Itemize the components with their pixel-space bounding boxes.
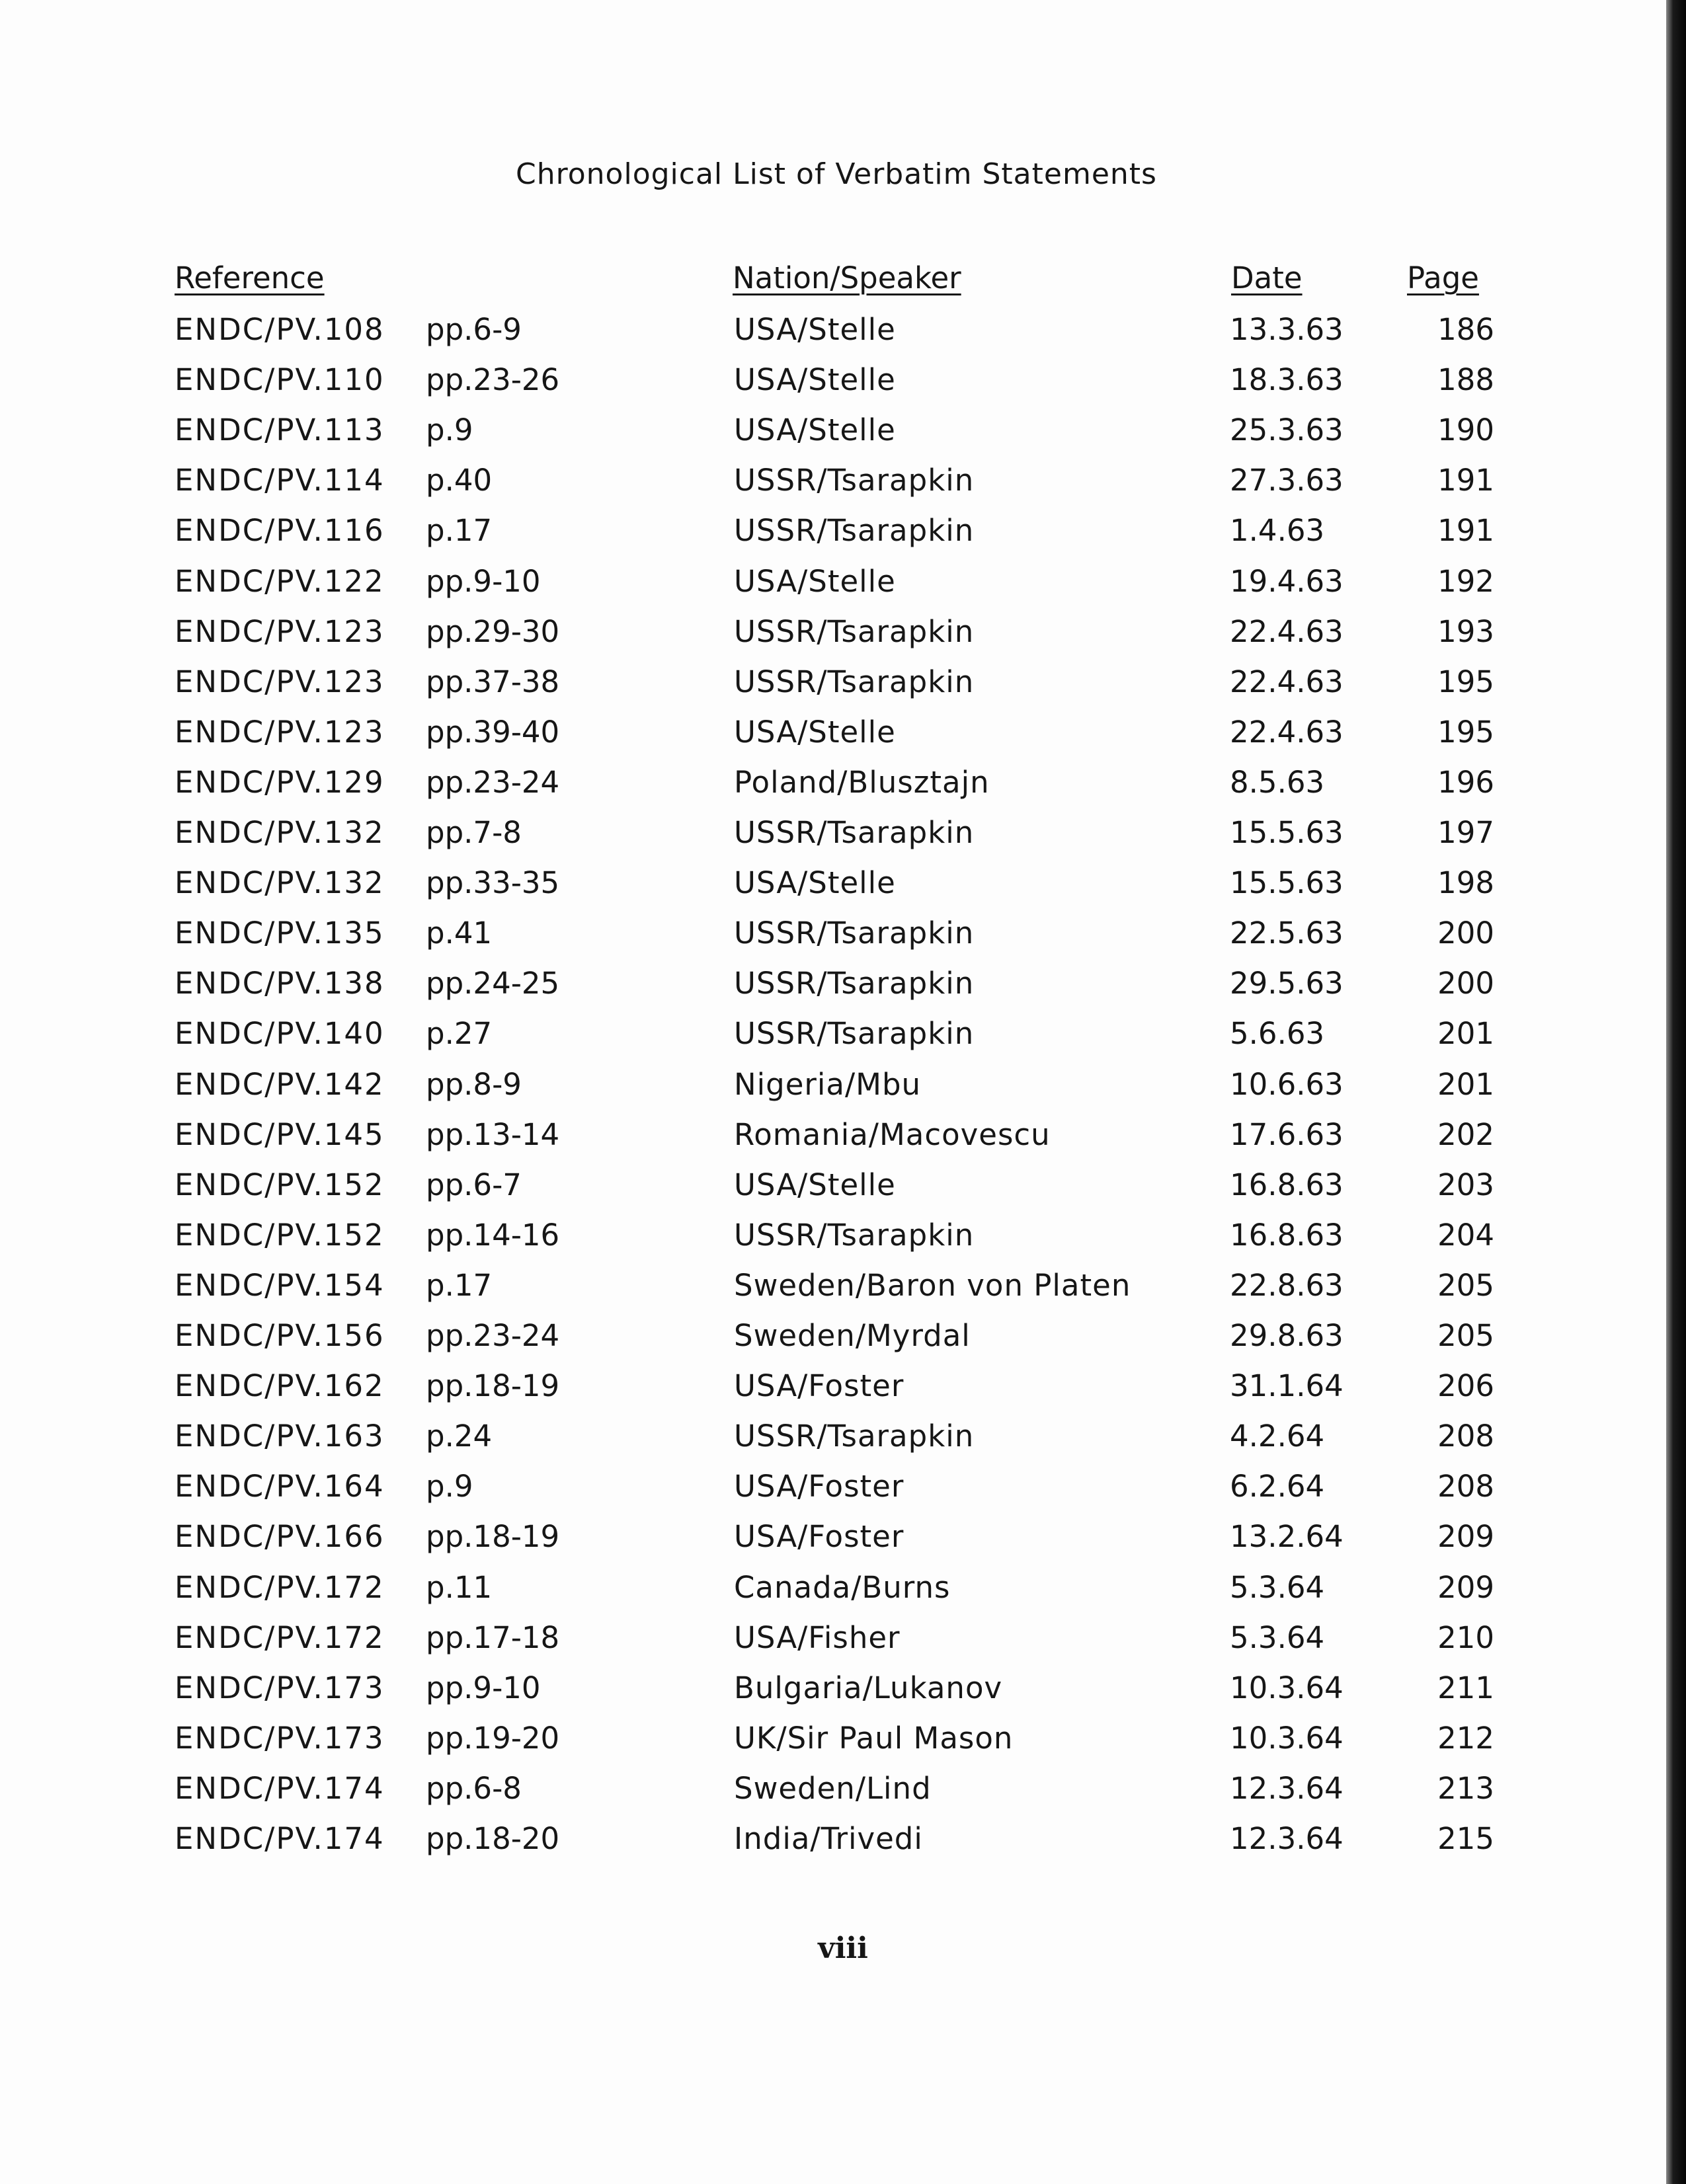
date-cell: 18.3.63 (1230, 362, 1344, 398)
date-cell: 15.5.63 (1230, 865, 1344, 901)
header-nation-speaker: Nation/Speaker (733, 260, 961, 295)
page-cell: 203 (1437, 1167, 1494, 1202)
pages-cell: pp.9-10 (426, 563, 541, 599)
pages-cell: pp.29-30 (426, 613, 560, 649)
date-cell: 13.2.64 (1230, 1519, 1344, 1555)
table-row (0, 1670, 1653, 1721)
nation-speaker-cell: UK/Sir Paul Mason (734, 1720, 1014, 1756)
pages-cell: p.9 (426, 412, 473, 448)
page-cell: 209 (1437, 1569, 1494, 1605)
page-cell: 205 (1437, 1318, 1494, 1353)
page-cell: 211 (1437, 1670, 1494, 1705)
nation-speaker-cell: USSR/Tsarapkin (734, 815, 975, 850)
reference-cell: ENDC/PV.166 (175, 1519, 385, 1555)
nation-speaker-cell: USA/Foster (734, 1368, 904, 1404)
reference-cell: ENDC/PV.163 (175, 1419, 385, 1454)
nation-speaker-cell: USA/Stelle (734, 312, 896, 347)
reference-cell: ENDC/PV.173 (175, 1720, 385, 1756)
pages-cell: pp.23-24 (426, 764, 560, 800)
reference-cell: ENDC/PV.164 (175, 1469, 385, 1504)
reference-cell: ENDC/PV.113 (175, 412, 385, 448)
pages-cell: p.24 (426, 1419, 493, 1454)
date-cell: 25.3.63 (1230, 412, 1344, 448)
page-cell: 198 (1437, 865, 1494, 901)
reference-cell: ENDC/PV.152 (175, 1217, 385, 1253)
reference-cell: ENDC/PV.132 (175, 865, 385, 901)
nation-speaker-cell: USSR/Tsarapkin (734, 1217, 975, 1253)
reference-cell: ENDC/PV.108 (175, 312, 385, 347)
pages-cell: p.41 (426, 916, 493, 951)
page-cell: 195 (1437, 714, 1494, 750)
table-row (0, 1218, 1653, 1268)
pages-cell: pp.6-9 (426, 312, 522, 347)
date-cell: 19.4.63 (1230, 563, 1344, 599)
table-row (0, 916, 1653, 966)
header-date: Date (1231, 260, 1303, 295)
page-cell: 196 (1437, 764, 1494, 800)
nation-speaker-cell: USSR/Tsarapkin (734, 1419, 975, 1454)
pages-cell: pp.9-10 (426, 1670, 541, 1705)
table-row (0, 865, 1653, 916)
table-row (0, 1570, 1653, 1620)
table-row (0, 463, 1653, 513)
page-cell: 186 (1437, 312, 1494, 347)
nation-speaker-cell: USA/Foster (734, 1519, 904, 1555)
pages-cell: pp.24-25 (426, 966, 560, 1001)
reference-cell: ENDC/PV.129 (175, 764, 385, 800)
table-row (0, 664, 1653, 715)
date-cell: 17.6.63 (1230, 1116, 1344, 1152)
pages-cell: pp.8-9 (426, 1066, 522, 1102)
page-cell: 197 (1437, 815, 1494, 850)
pages-cell: p.17 (426, 1267, 493, 1303)
reference-cell: ENDC/PV.122 (175, 563, 385, 599)
date-cell: 16.8.63 (1230, 1217, 1344, 1253)
page-cell: 191 (1437, 463, 1494, 498)
reference-cell: ENDC/PV.173 (175, 1670, 385, 1705)
nation-speaker-cell: USA/Stelle (734, 714, 896, 750)
date-cell: 27.3.63 (1230, 463, 1344, 498)
reference-cell: ENDC/PV.162 (175, 1368, 385, 1404)
table-row (0, 765, 1653, 815)
reference-cell: ENDC/PV.132 (175, 815, 385, 850)
reference-cell: ENDC/PV.110 (175, 362, 385, 398)
nation-speaker-cell: USA/Foster (734, 1469, 904, 1504)
date-cell: 5.6.63 (1230, 1016, 1325, 1052)
nation-speaker-cell: USSR/Tsarapkin (734, 1016, 975, 1052)
reference-cell: ENDC/PV.123 (175, 664, 385, 699)
reference-cell: ENDC/PV.123 (175, 613, 385, 649)
nation-speaker-cell: USA/Stelle (734, 865, 896, 901)
table-row (0, 412, 1653, 463)
nation-speaker-cell: USA/Stelle (734, 1167, 896, 1202)
date-cell: 6.2.64 (1230, 1469, 1325, 1504)
table-row (0, 1268, 1653, 1318)
page-cell: 205 (1437, 1267, 1494, 1303)
pages-cell: pp.18-19 (426, 1368, 560, 1404)
date-cell: 8.5.63 (1230, 764, 1325, 800)
page-cell: 208 (1437, 1469, 1494, 1504)
table-row (0, 1067, 1653, 1117)
page-cell: 201 (1437, 1066, 1494, 1102)
page-cell: 202 (1437, 1116, 1494, 1152)
date-cell: 10.3.64 (1230, 1720, 1344, 1756)
page-title: Chronological List of Verbatim Statements (516, 157, 1157, 191)
pages-cell: pp.13-14 (426, 1116, 560, 1152)
date-cell: 29.8.63 (1230, 1318, 1344, 1353)
reference-cell: ENDC/PV.172 (175, 1619, 385, 1655)
date-cell: 5.3.64 (1230, 1619, 1325, 1655)
table-row (0, 1368, 1653, 1419)
scan-edge (1666, 0, 1686, 2184)
pages-cell: pp.14-16 (426, 1217, 560, 1253)
table-row (0, 564, 1653, 614)
date-cell: 31.1.64 (1230, 1368, 1344, 1404)
nation-speaker-cell: Canada/Burns (734, 1569, 951, 1605)
table-row (0, 312, 1653, 362)
pages-cell: pp.39-40 (426, 714, 560, 750)
nation-speaker-cell: Bulgaria/Lukanov (734, 1670, 1003, 1705)
date-cell: 29.5.63 (1230, 966, 1344, 1001)
date-cell: 12.3.64 (1230, 1770, 1344, 1806)
table-row (0, 1519, 1653, 1569)
nation-speaker-cell: USSR/Tsarapkin (734, 664, 975, 699)
table-row (0, 1469, 1653, 1519)
page-cell: 206 (1437, 1368, 1494, 1404)
nation-speaker-cell: Sweden/Myrdal (734, 1318, 971, 1353)
page-cell: 192 (1437, 563, 1494, 599)
date-cell: 4.2.64 (1230, 1419, 1325, 1454)
date-cell: 1.4.63 (1230, 513, 1325, 549)
table-row (0, 715, 1653, 765)
pages-cell: p.27 (426, 1016, 493, 1052)
date-cell: 22.4.63 (1230, 613, 1344, 649)
pages-cell: pp.23-24 (426, 1318, 560, 1353)
reference-cell: ENDC/PV.172 (175, 1569, 385, 1605)
page-cell: 200 (1437, 916, 1494, 951)
date-cell: 22.4.63 (1230, 714, 1344, 750)
date-cell: 10.3.64 (1230, 1670, 1344, 1705)
nation-speaker-cell: USA/Fisher (734, 1619, 901, 1655)
page-cell: 215 (1437, 1821, 1494, 1856)
header-page: Page (1407, 260, 1479, 295)
pages-cell: pp.6-7 (426, 1167, 522, 1202)
pages-cell: p.40 (426, 463, 493, 498)
nation-speaker-cell: USA/Stelle (734, 362, 896, 398)
reference-cell: ENDC/PV.140 (175, 1016, 385, 1052)
page-cell: 193 (1437, 613, 1494, 649)
reference-cell: ENDC/PV.174 (175, 1770, 385, 1806)
page-cell: 190 (1437, 412, 1494, 448)
pages-cell: pp.18-20 (426, 1821, 560, 1856)
reference-cell: ENDC/PV.145 (175, 1116, 385, 1152)
table-row (0, 1167, 1653, 1218)
pages-cell: pp.18-19 (426, 1519, 560, 1555)
reference-cell: ENDC/PV.156 (175, 1318, 385, 1353)
date-cell: 12.3.64 (1230, 1821, 1344, 1856)
page-cell: 208 (1437, 1419, 1494, 1454)
table-row (0, 815, 1653, 865)
reference-cell: ENDC/PV.135 (175, 916, 385, 951)
table-row (0, 1117, 1653, 1167)
page-cell: 204 (1437, 1217, 1494, 1253)
table-row (0, 614, 1653, 664)
nation-speaker-cell: Poland/Blusztajn (734, 764, 990, 800)
table-row (0, 1821, 1653, 1871)
date-cell: 13.3.63 (1230, 312, 1344, 347)
nation-speaker-cell: USA/Stelle (734, 412, 896, 448)
date-cell: 22.5.63 (1230, 916, 1344, 951)
table-row (0, 1771, 1653, 1821)
pages-cell: p.9 (426, 1469, 473, 1504)
page-cell: 213 (1437, 1770, 1494, 1806)
pages-cell: pp.19-20 (426, 1720, 560, 1756)
date-cell: 22.4.63 (1230, 664, 1344, 699)
reference-cell: ENDC/PV.142 (175, 1066, 385, 1102)
pages-cell: pp.7-8 (426, 815, 522, 850)
date-cell: 10.6.63 (1230, 1066, 1344, 1102)
page-cell: 210 (1437, 1619, 1494, 1655)
nation-speaker-cell: Romania/Macovescu (734, 1116, 1051, 1152)
pages-cell: pp.6-8 (426, 1770, 522, 1806)
nation-speaker-cell: USSR/Tsarapkin (734, 463, 975, 498)
reference-cell: ENDC/PV.123 (175, 714, 385, 750)
date-cell: 16.8.63 (1230, 1167, 1344, 1202)
table-row (0, 1620, 1653, 1670)
date-cell: 15.5.63 (1230, 815, 1344, 850)
nation-speaker-cell: USSR/Tsarapkin (734, 613, 975, 649)
nation-speaker-cell: USSR/Tsarapkin (734, 966, 975, 1001)
nation-speaker-cell: Sweden/Lind (734, 1770, 932, 1806)
nation-speaker-cell: USSR/Tsarapkin (734, 916, 975, 951)
reference-cell: ENDC/PV.116 (175, 513, 385, 549)
page-number: viii (818, 1931, 868, 1965)
page-cell: 191 (1437, 513, 1494, 549)
nation-speaker-cell: USSR/Tsarapkin (734, 513, 975, 549)
nation-speaker-cell: USA/Stelle (734, 563, 896, 599)
pages-cell: pp.37-38 (426, 664, 560, 699)
pages-cell: pp.23-26 (426, 362, 560, 398)
date-cell: 5.3.64 (1230, 1569, 1325, 1605)
page-cell: 200 (1437, 966, 1494, 1001)
page-cell: 212 (1437, 1720, 1494, 1756)
pages-cell: pp.33-35 (426, 865, 560, 901)
page-cell: 188 (1437, 362, 1494, 398)
reference-cell: ENDC/PV.154 (175, 1267, 385, 1303)
table-row (0, 513, 1653, 563)
nation-speaker-cell: Nigeria/Mbu (734, 1066, 922, 1102)
table-row (0, 362, 1653, 412)
table-row (0, 1721, 1653, 1771)
table-row (0, 1016, 1653, 1066)
reference-cell: ENDC/PV.174 (175, 1821, 385, 1856)
reference-cell: ENDC/PV.138 (175, 966, 385, 1001)
table-row (0, 966, 1653, 1016)
page-cell: 201 (1437, 1016, 1494, 1052)
reference-cell: ENDC/PV.114 (175, 463, 385, 498)
nation-speaker-cell: Sweden/Baron von Platen (734, 1267, 1131, 1303)
nation-speaker-cell: India/Trivedi (734, 1821, 923, 1856)
pages-cell: p.11 (426, 1569, 493, 1605)
page-cell: 195 (1437, 664, 1494, 699)
reference-cell: ENDC/PV.152 (175, 1167, 385, 1202)
header-reference: Reference (175, 260, 325, 295)
pages-cell: p.17 (426, 513, 493, 549)
page-cell: 209 (1437, 1519, 1494, 1555)
date-cell: 22.8.63 (1230, 1267, 1344, 1303)
table-row (0, 1318, 1653, 1368)
table-row (0, 1419, 1653, 1469)
pages-cell: pp.17-18 (426, 1619, 560, 1655)
